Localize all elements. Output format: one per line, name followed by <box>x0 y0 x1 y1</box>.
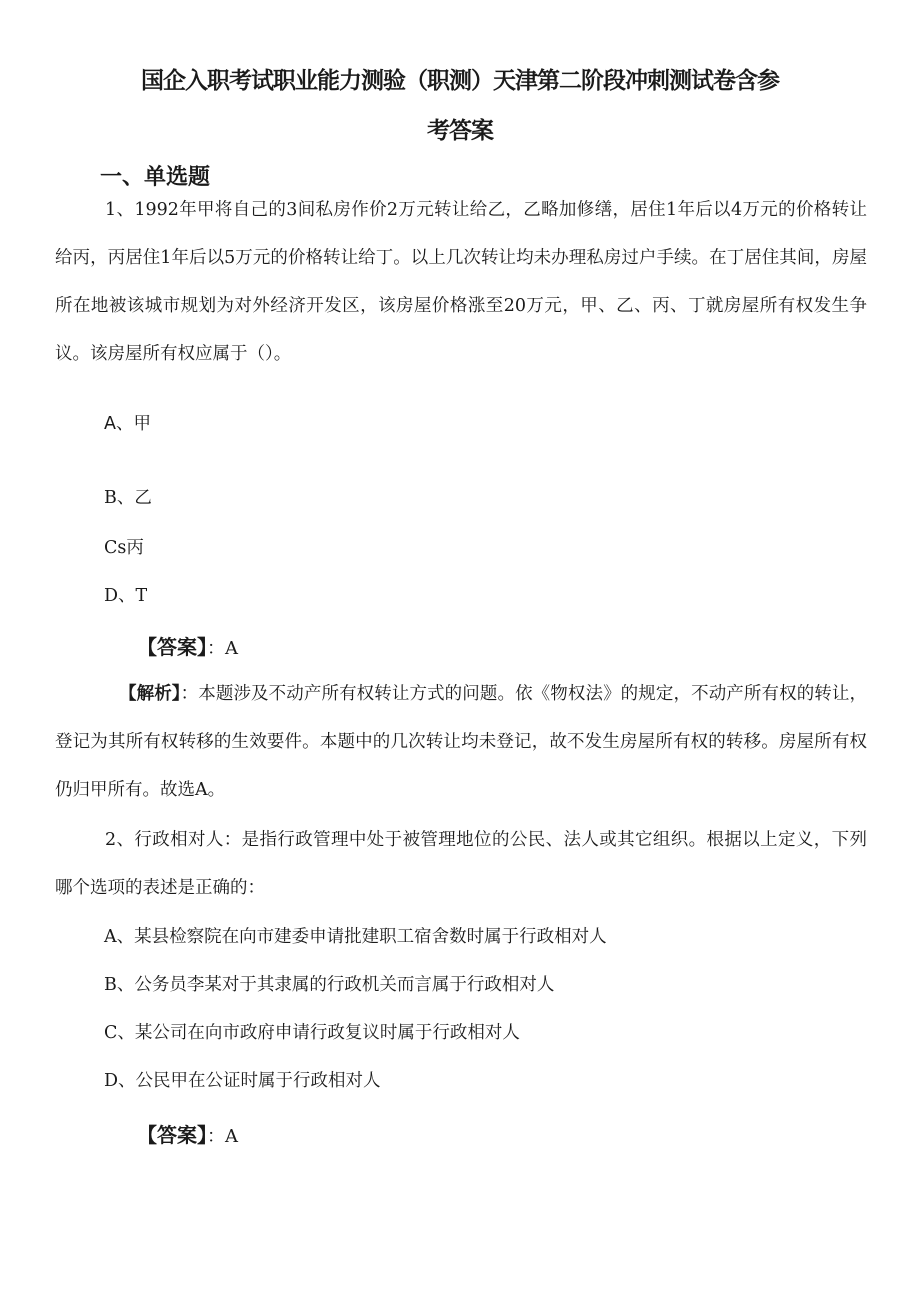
answer-value: ：A <box>207 1126 238 1147</box>
question-2-option-d: D、公民甲在公证时属于行政相对人 <box>104 1071 381 1091</box>
question-1-answer <box>137 631 238 660</box>
section-heading: 一、单选题 <box>100 165 211 190</box>
answer-label: 【答案】 <box>137 1123 207 1147</box>
explanation-label: 【解析】 <box>119 684 181 704</box>
question-1-option-a: A、甲 <box>104 414 151 434</box>
question-2-option-c: C、某公司在向市政府申请行政复议时属于行政相对人 <box>104 1023 520 1043</box>
question-1-stem: 1、1992年甲将自己的3间私房作价2万元转让给乙，乙略加修缮，居住1年后以4万元的价格转让给丙，丙居住1年后以5万元的价格转让给丁。以上几次转让均未办理私房过户手续。在丁居住其间，房屋所在地被该城市规划为对外经济开发区，该房屋价格涨至20万元，甲、乙、丙、丁就房屋所有权发生争议。该房屋所有权应属于（）。 <box>55 200 867 364</box>
question-2-answer <box>137 1119 238 1148</box>
question-1-option-d: D、T <box>104 586 148 606</box>
question-1-option-b: B、乙 <box>104 488 152 508</box>
question-1-option-c: Cs丙 <box>104 538 144 558</box>
answer-label: 【答案】 <box>137 635 207 659</box>
question-1-explanation <box>55 670 867 814</box>
question-2-stem: 2、行政相对人：是指行政管理中处于被管理地位的公民、法人或其它组织。根据以上定义，下列哪个选项的表述是正确的： <box>55 830 867 898</box>
question-2-option-b: B、公务员李某对于其隶属的行政机关而言属于行政相对人 <box>104 975 555 995</box>
answer-value: ：A <box>207 638 238 659</box>
explanation-text: ：本题涉及不动产所有权转让方式的问题。依《物权法》的规定，不动产所有权的转让，登记为其所有权转移的生效要件。本题中的几次转让均未登记，故不发生房屋所有权的转移。房屋所有权仍归甲所有。故选A。 <box>55 684 867 800</box>
document-title-line1: 国企入职考试职业能力测验（职测）天津第二阶段冲刺测试卷含参 <box>141 68 779 94</box>
document-title-line2: 考答案 <box>427 118 493 144</box>
question-2-option-a: A、某县检察院在向市建委申请批建职工宿舍数时属于行政相对人 <box>104 927 607 947</box>
